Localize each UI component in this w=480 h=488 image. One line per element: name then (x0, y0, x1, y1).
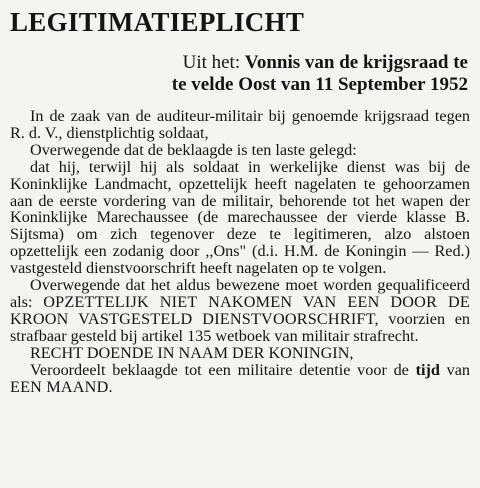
paragraph-ruling-header: RECHT DOENDE IN NAAM DER KONINGIN, (30, 343, 354, 362)
paragraph-sentence (10, 362, 470, 396)
source-line-1 (10, 52, 468, 74)
qualification-intro: Overwegende dat het aldus bewezene moet worden gequalificeerd als: (10, 276, 470, 311)
paragraph-charge-intro: Overwegende dat de beklaagde is ten laste gelegd: (30, 140, 357, 159)
verdict-body (10, 108, 470, 395)
sentence-connector: van (446, 360, 471, 379)
qualification-offence: OPZETTELIJK NIET NAKOMEN VAN EEN DOOR DE KROON VASTGESTELD DIENSTVOORSCHRIFT, (10, 292, 470, 328)
article-title: LEGITIMATIEPLICHT (10, 7, 305, 37)
qualification-article: voorzien en strafbaar gesteld bij artikel 135 wetboek van militair strafrecht. (10, 309, 470, 345)
sentence-duration: EEN MAAND. (10, 377, 113, 396)
source-prefix: Uit het: (182, 52, 241, 73)
paragraph-charge: dat hij, terwijl hij als soldaat in werkelijke dienst was bij de Koninklijke Landmacht, opzettelijk heeft nagelaten te gehoorzamen aan de eerste vordering van de militair, behorende tot het wapen der Koninklijke Marechaussee (de marechaussee der vierde klasse B. Sijtsma) om zich tegenover deze te legitimeren, alzo alstoen opzettelijk een zodanig door ,,Ons" (d.i. H.M. de Koningin — Red.) vastgesteld dienstvoorschrift heeft nagelaten op te volgen. (10, 157, 470, 278)
source-citation (10, 52, 470, 96)
sentence-intro: Veroordeelt beklaagde tot een militaire detentie voor de (30, 360, 409, 379)
paragraph-qualification (10, 277, 470, 345)
paragraph-case: In de zaak van de auditeur-militair bij genoemde krijgsraad tegen R. d. V., dienstplichtig soldaat, (10, 107, 470, 142)
source-title-line-1: Vonnis van de krijgsraad te (244, 52, 468, 73)
sentence-emphasis: tijd (415, 360, 440, 379)
source-title-line-2: te velde Oost van 11 September 1952 (171, 74, 468, 95)
